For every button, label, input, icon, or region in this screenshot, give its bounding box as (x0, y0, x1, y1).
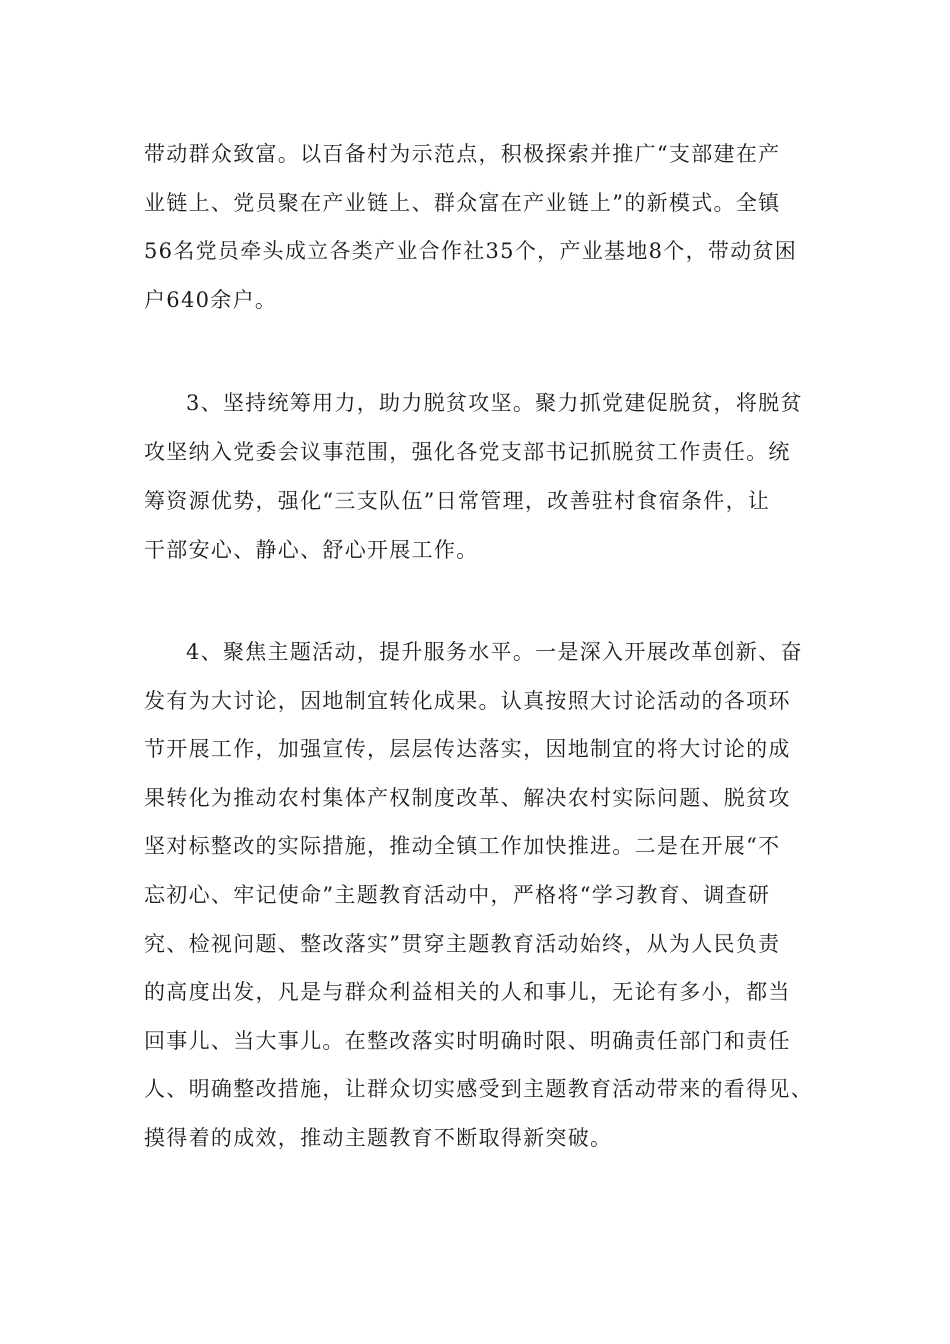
text-line: 摸得着的成效，推动主题教育不断取得新突破。 (144, 1126, 613, 1150)
text-line: 3、坚持统筹用力，助力脱贫攻坚。聚力抓党建促脱贫，将脱贫 (186, 391, 803, 415)
text-line: 忘初心、牢记使命”主题教育活动中，严格将“学习教育、调查研 (144, 883, 771, 907)
text-line: 干部安心、静心、舒心开展工作。 (144, 538, 479, 562)
text-line: 究、检视问题、整改落实”贯穿主题教育活动始终，从为人民负责 (144, 932, 781, 956)
text-line: 果转化为推动农村集体产权制度改革、解决农村实际问题、脱贫攻 (144, 786, 791, 810)
text-line: 的高度出发，凡是与群众利益相关的人和事儿，无论有多小，都当 (144, 980, 791, 1004)
text-line: 攻坚纳入党委会议事范围，强化各党支部书记抓脱贫工作责任。统 (144, 440, 791, 464)
text-line: 户640余户。 (144, 288, 278, 312)
text-line: 发有为大讨论，因地制宜转化成果。认真按照大讨论活动的各项环 (144, 689, 791, 713)
text-line: 人、明确整改措施，让群众切实感受到主题教育活动带来的看得见、 (144, 1077, 813, 1101)
text-line: 56名党员牵头成立各类产业合作社35个，产业基地8个，带动贫困 (144, 239, 798, 263)
text-line: 坚对标整改的实际措施，推动全镇工作加快推进。二是在开展“不 (144, 834, 781, 858)
text-line: 回事儿、当大事儿。在整改落实时明确时限、明确责任部门和责任 (144, 1029, 791, 1053)
text-line: 带动群众致富。以百备村为示范点，积极探索并推广“支部建在产 (144, 142, 781, 166)
text-line: 4、聚焦主题活动，提升服务水平。一是深入开展改革创新、奋 (186, 640, 803, 664)
text-line: 业链上、党员聚在产业链上、群众富在产业链上”的新模式。全镇 (144, 191, 781, 215)
text-line: 节开展工作，加强宣传，层层传达落实，因地制宜的将大讨论的成 (144, 737, 791, 761)
text-line: 筹资源优势，强化“三支队伍”日常管理，改善驻村食宿条件，让 (144, 489, 771, 513)
